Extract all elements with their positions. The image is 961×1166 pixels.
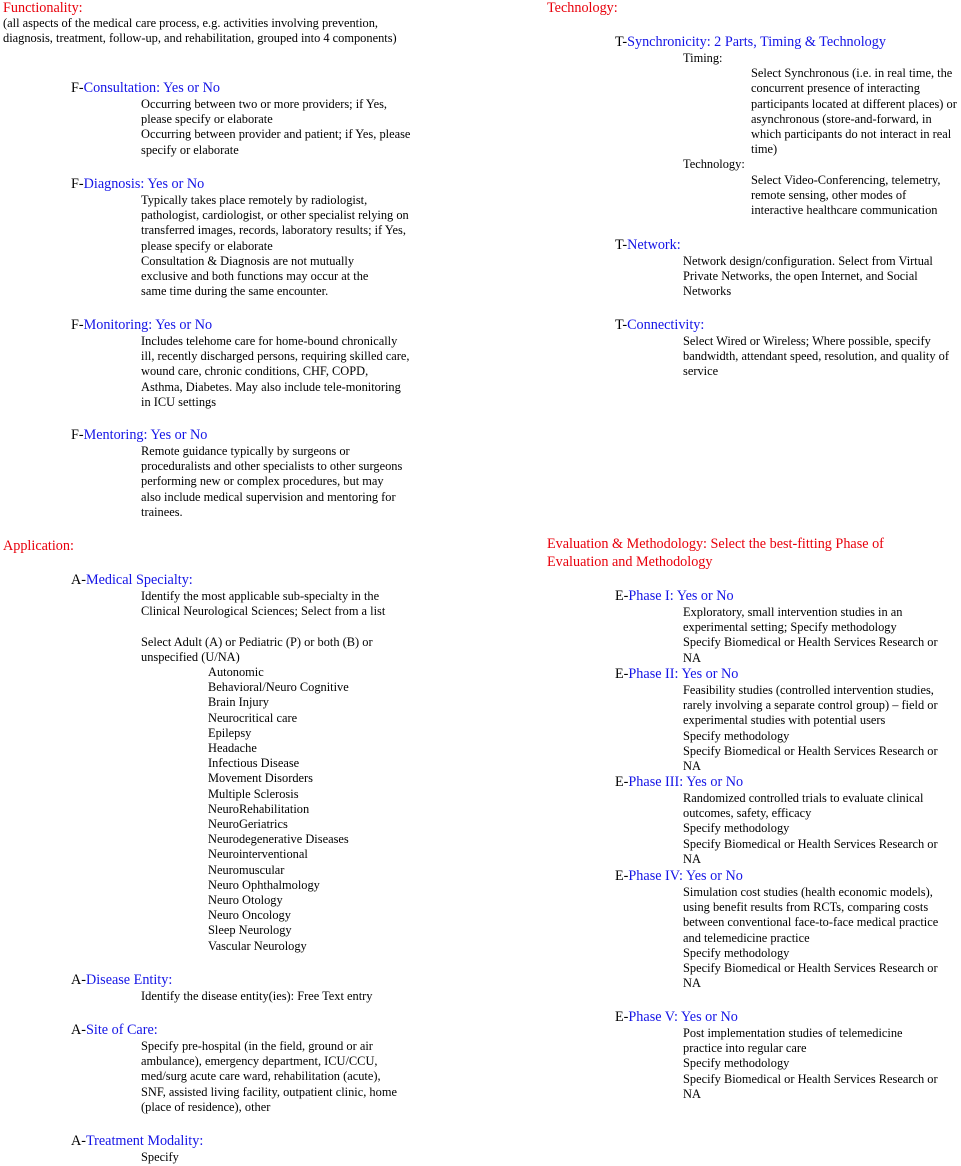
- f-diagnosis-line-1: Typically takes place remotely by radiologist, pathologist, cardiologist, or other specialist relying on transferred images, records, laboratory results; if Yes, please specify or elaborate: [141, 193, 409, 253]
- evaluation-title: Evaluation & Methodology: Select the best-fitting Phase of Evaluation and Methodology: [547, 536, 884, 570]
- e-phase-2-heading: [615, 666, 958, 683]
- e-phase-4-block: [615, 868, 958, 991]
- t-connectivity-text: Select Wired or Wireless; Where possible, specify bandwidth, attendant speed, resolution, and quality of service: [683, 334, 949, 379]
- functionality-title: Functionality:: [3, 0, 83, 16]
- e-phase-3-block: [615, 774, 958, 867]
- t-prefix: T-: [615, 317, 628, 333]
- e-phase-3-heading: [615, 774, 958, 791]
- e-phase-1-heading: [615, 588, 958, 605]
- specialty-item: Neuro Ophthalmology: [208, 877, 320, 892]
- e-phase-2-block: [615, 666, 958, 774]
- e-prefix: E-: [615, 868, 629, 884]
- f-diagnosis-heading: [71, 176, 413, 193]
- a-medical-specialty-label: Medical Specialty:: [85, 572, 193, 588]
- a-disease-entity-heading: [71, 972, 441, 989]
- t-connectivity-heading: [615, 317, 959, 334]
- specialty-item: Neuro Otology: [208, 893, 283, 908]
- specialty-item: NeuroRehabilitation: [208, 801, 310, 816]
- t-prefix: T-: [615, 237, 628, 253]
- e-phase-5-line-2: Specify methodology: [683, 1056, 790, 1071]
- f-prefix: F-: [71, 427, 84, 443]
- t-synchronicity-heading: [615, 34, 961, 51]
- f-diagnosis-label: Diagnosis: Yes or No: [83, 176, 205, 192]
- e-phase-4-line-2: Specify methodology: [683, 945, 790, 960]
- e-phase-2-line-2: Specify methodology: [683, 728, 790, 743]
- f-consultation-label: Consultation: Yes or No: [83, 80, 220, 96]
- e-phase-1-label: Phase I: Yes or No: [628, 588, 734, 604]
- specialty-item: Neuromuscular: [208, 862, 285, 877]
- e-phase-4-heading: [615, 868, 958, 885]
- t-synchronicity-label: Synchronicity: 2 Parts, Timing & Technology: [627, 34, 886, 50]
- e-phase-2-label: Phase II: Yes or No: [628, 666, 739, 682]
- a-site-of-care-heading: [71, 1022, 403, 1039]
- f-consultation-heading: [71, 80, 413, 97]
- e-phase-3-line-3: Specify Biomedical or Health Services Research or NA: [683, 836, 938, 866]
- a-prefix: A-: [71, 1133, 86, 1149]
- f-monitoring-block: [71, 317, 411, 410]
- e-phase-3-label: Phase III: Yes or No: [628, 774, 744, 790]
- specialty-item: Epilepsy: [208, 725, 252, 740]
- specialty-item: Multiple Sclerosis: [208, 786, 299, 801]
- e-phase-1-line-2: Specify Biomedical or Health Services Research or NA: [683, 635, 938, 665]
- f-mentoring-label: Mentoring: Yes or No: [83, 427, 208, 443]
- e-phase-4-line-3: Specify Biomedical or Health Services Research or NA: [683, 961, 938, 991]
- a-prefix: A-: [71, 572, 86, 588]
- t-synchronicity-block: [615, 34, 961, 218]
- t-network-heading: [615, 237, 955, 254]
- specialty-list: [208, 665, 403, 954]
- specialty-item: Neurocritical care: [208, 710, 298, 725]
- t-timing-label: Timing:: [683, 51, 723, 65]
- f-prefix: F-: [71, 80, 84, 96]
- specialty-item: Brain Injury: [208, 695, 269, 710]
- e-phase-5-line-3: Specify Biomedical or Health Services Research or NA: [683, 1071, 938, 1101]
- e-phase-3-line-1: Randomized controlled trials to evaluate clinical outcomes, safety, efficacy: [683, 791, 924, 821]
- e-phase-4-label: Phase IV: Yes or No: [628, 868, 743, 884]
- f-consultation-line-2: Occurring between provider and patient; if Yes, please specify or elaborate: [141, 127, 411, 157]
- f-consultation-block: [71, 80, 413, 158]
- f-diagnosis-block: [71, 176, 413, 299]
- f-mentoring-line-1: Remote guidance typically by surgeons or proceduralists and other specialists to other surgeons performing new or complex procedures, but may also include medical supervision and mentoring for trainees.: [141, 444, 403, 519]
- e-phase-2-line-3: Specify Biomedical or Health Services Research or NA: [683, 743, 938, 774]
- t-connectivity-block: [615, 317, 959, 380]
- a-disease-entity-label: Disease Entity:: [85, 972, 173, 988]
- e-phase-5-label: Phase V: Yes or No: [628, 1009, 738, 1025]
- f-mentoring-heading: [71, 427, 403, 444]
- specialty-item: Autonomic: [208, 665, 264, 679]
- specialty-item: Neurodegenerative Diseases: [208, 832, 349, 847]
- a-site-of-care-label: Site of Care:: [85, 1022, 158, 1038]
- specialty-item: Neurointerventional: [208, 847, 308, 862]
- a-site-of-care-block: [71, 1022, 403, 1115]
- a-medical-specialty-line-1: Identify the most applicable sub-specialty in the Clinical Neurological Sciences; Select from a list: [141, 589, 386, 619]
- f-mentoring-block: [71, 427, 403, 520]
- e-prefix: E-: [615, 666, 629, 682]
- e-phase-2-line-1: Feasibility studies (controlled intervention studies, rarely involving a separate control group) – field or experimental studies with potential users: [683, 683, 938, 728]
- specialty-item: Headache: [208, 741, 257, 756]
- specialty-item: Behavioral/Neuro Cognitive: [208, 680, 349, 695]
- f-monitoring-label: Monitoring: Yes or No: [83, 317, 213, 333]
- specialty-item: Infectious Disease: [208, 756, 300, 771]
- f-diagnosis-line-2: Consultation & Diagnosis are not mutually exclusive and both functions may occur at the same time during the same encounter.: [141, 253, 369, 299]
- f-prefix: F-: [71, 176, 84, 192]
- a-treatment-modality-heading: [71, 1133, 403, 1150]
- a-disease-entity-text: Identify the disease entity(ies): Free Text entry: [141, 989, 373, 1003]
- a-site-of-care-text: Specify pre-hospital (in the field, ground or air ambulance), emergency department, ICU/CCU, med/surg acute care ward, rehabilitation (acute), SNF, assisted living facility, outpatient clinic, home (place of residence), other: [141, 1039, 397, 1114]
- t-prefix: T-: [615, 34, 628, 50]
- f-monitoring-line-1: Includes telehome care for home-bound chronically ill, recently discharged persons, requiring skilled care, wound care, chronic conditions, CHF, COPD, Asthma, Diabetes. May also include tele-monitoring in ICU settings: [141, 334, 410, 409]
- e-phase-4-line-1: Simulation cost studies (health economic models), using benefit results from RCTs, comparing costs between conventional face-to-face medical practice and telemedicine practice: [683, 885, 939, 945]
- t-technology-label: Technology:: [683, 157, 745, 172]
- a-treatment-modality-text: Specify: [141, 1150, 179, 1164]
- specialty-item: NeuroGeriatrics: [208, 817, 288, 832]
- specialty-item: Vascular Neurology: [208, 938, 307, 953]
- t-connectivity-label: Connectivity:: [627, 317, 705, 333]
- t-network-block: [615, 237, 955, 300]
- specialty-item: Neuro Oncology: [208, 908, 291, 923]
- f-prefix: F-: [71, 317, 84, 333]
- e-prefix: E-: [615, 774, 629, 790]
- t-timing-text: Select Synchronous (i.e. in real time, the concurrent presence of interacting participants located at different places) or asynchronous (store-and-forward, in which participants do not interact in real time): [751, 66, 957, 157]
- t-technology-text: Select Video-Conferencing, telemetry, remote sensing, other modes of interactive healthcare communication: [751, 172, 941, 218]
- application-title: Application:: [3, 538, 74, 554]
- a-prefix: A-: [71, 972, 86, 988]
- technology-title: Technology:: [547, 0, 618, 16]
- functionality-intro: (all aspects of the medical care process, e.g. activities involving prevention, diagnosis, treatment, follow-up, and rehabilitation, grouped into 4 components): [3, 16, 397, 46]
- a-medical-specialty-line-2: Select Adult (A) or Pediatric (P) or both (B) or unspecified (U/NA): [141, 634, 373, 664]
- e-phase-5-line-1: Post implementation studies of telemedicine practice into regular care: [683, 1026, 903, 1056]
- e-phase-1-line-1: Exploratory, small intervention studies in an experimental setting; Specify methodology: [683, 605, 903, 635]
- a-treatment-modality-block: [71, 1133, 403, 1165]
- a-prefix: A-: [71, 1022, 86, 1038]
- e-phase-5-block: [615, 1009, 958, 1102]
- e-phase-5-heading: [615, 1009, 958, 1026]
- f-consultation-line-1: Occurring between two or more providers; if Yes, please specify or elaborate: [141, 97, 388, 127]
- a-medical-specialty-block: [71, 572, 403, 954]
- f-monitoring-heading: [71, 317, 411, 334]
- a-medical-specialty-heading: [71, 572, 403, 589]
- a-disease-entity-block: [71, 972, 441, 1004]
- e-phase-3-line-2: Specify methodology: [683, 821, 790, 836]
- e-prefix: E-: [615, 588, 629, 604]
- t-network-text: Network design/configuration. Select from Virtual Private Networks, the open Internet, and Social Networks: [683, 254, 933, 299]
- e-prefix: E-: [615, 1009, 629, 1025]
- specialty-item: Sleep Neurology: [208, 923, 292, 938]
- e-phase-1-block: [615, 588, 958, 666]
- a-treatment-modality-label: Treatment Modality:: [85, 1133, 204, 1149]
- specialty-item: Movement Disorders: [208, 771, 313, 786]
- t-network-label: Network:: [627, 237, 681, 253]
